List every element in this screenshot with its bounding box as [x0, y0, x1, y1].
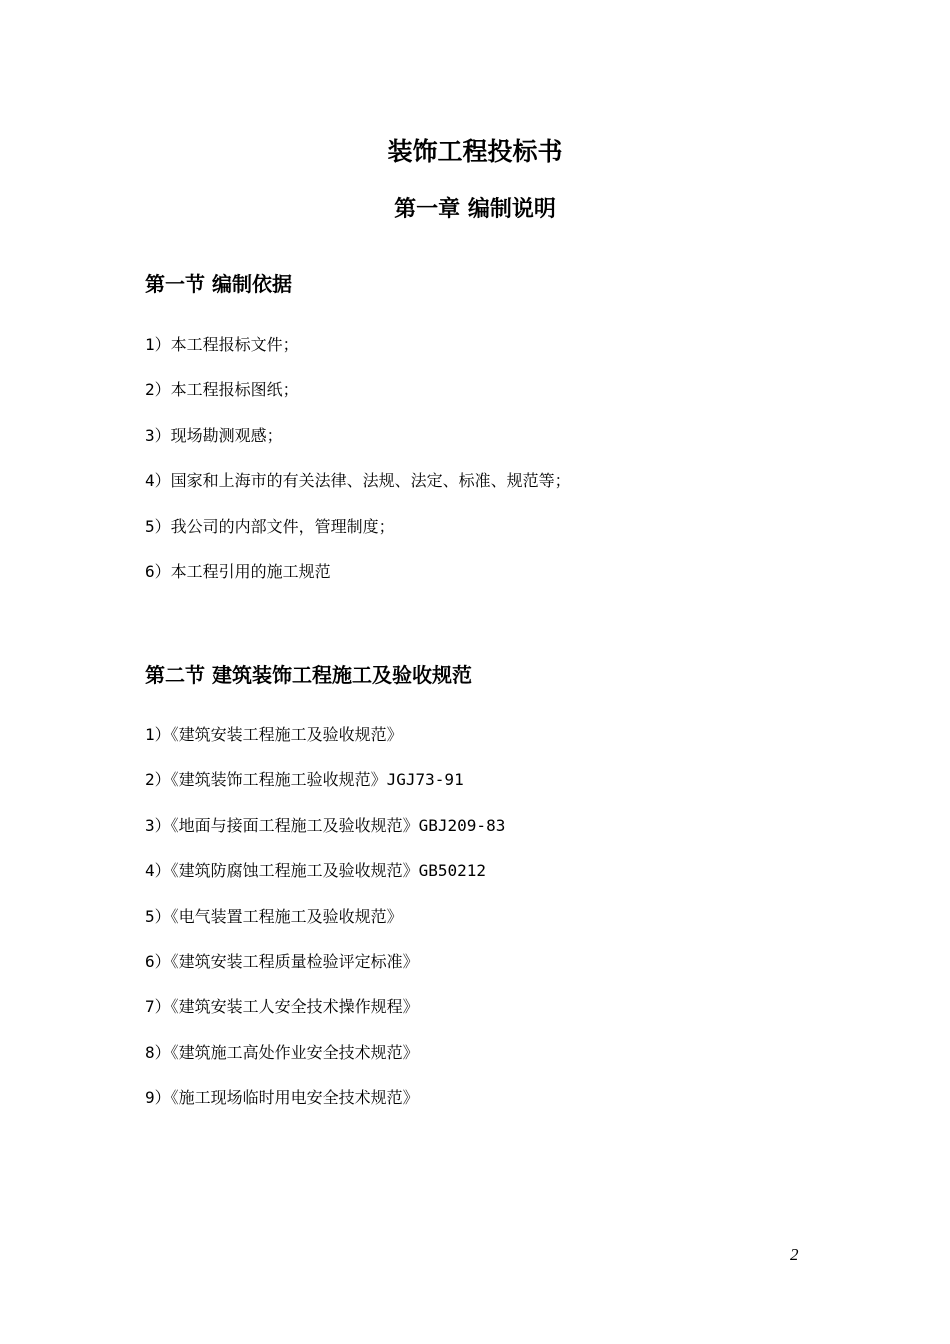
list-item: 3）《地面与接面工程施工及验收规范》GBJ209-83 — [145, 815, 506, 835]
list-item: 7）《建筑安装工人安全技术操作规程》 — [145, 997, 419, 1017]
list-item: 6）《建筑安装工程质量检验评定标准》 — [145, 951, 419, 971]
list-item: 3）现场勘测观感； — [145, 425, 283, 445]
list-item: 6）本工程引用的施工规范 — [145, 561, 331, 581]
list-item: 5）《电气装置工程施工及验收规范》 — [145, 906, 403, 926]
chapter-title: 第一章 编制说明 — [394, 197, 556, 222]
list-item: 5）我公司的内部文件，管理制度； — [145, 516, 395, 536]
list-item: 1）本工程报标文件； — [145, 335, 299, 354]
specifications-list — [145, 721, 505, 1130]
list-item: 9）《施工现场临时用电安全技术规范》 — [145, 1088, 419, 1108]
section-heading-specifications: 第二节 建筑装饰工程施工及验收规范 — [145, 663, 472, 687]
list-item: 1）《建筑安装工程施工及验收规范》 — [145, 725, 403, 744]
page-number: 2 — [790, 1245, 799, 1264]
section-heading-basis: 第一节 编制依据 — [145, 272, 292, 296]
basis-list — [145, 331, 571, 603]
document-title: 装饰工程投标书 — [387, 137, 563, 166]
list-item: 4）国家和上海市的有关法律、法规、法定、标准、规范等； — [145, 471, 571, 491]
list-item: 2）《建筑装饰工程施工验收规范》JGJ73-91 — [145, 770, 464, 790]
list-item: 2）本工程报标图纸； — [145, 380, 299, 400]
list-item: 8）《建筑施工高处作业安全技术规范》 — [145, 1042, 419, 1062]
list-item: 4）《建筑防腐蚀工程施工及验收规范》GB50212 — [145, 861, 487, 881]
